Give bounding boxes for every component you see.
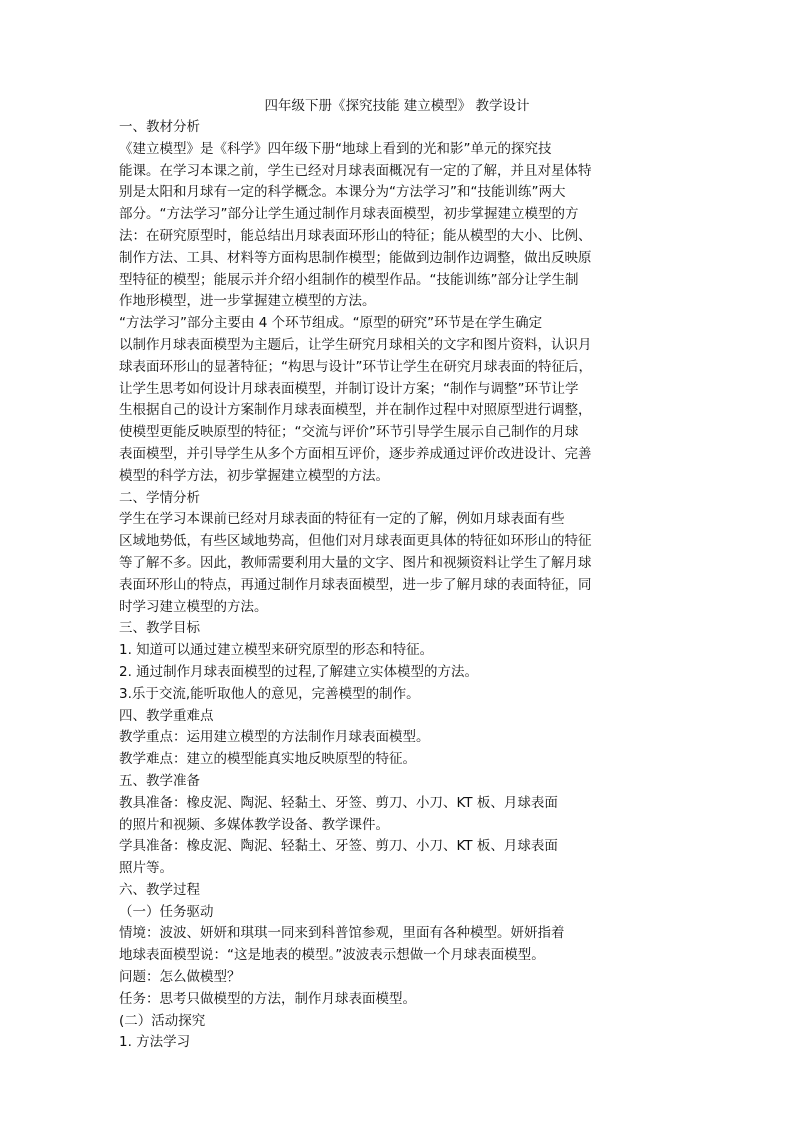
text-line: 一、教材分析 <box>119 119 200 135</box>
text-line: “方法学习”部分主要由 4 个环节组成。“原型的研究”环节是在学生确定 <box>119 315 543 332</box>
text-line: 时学习建立模型的方法。 <box>119 598 268 615</box>
text-line: 表面模型，并引导学生从多个方面相互评价，逐步养成通过评价改进设计、完善 <box>119 445 592 462</box>
text-line: 1. 知道可以通过建立模型来研究原型的形态和特征。 <box>119 642 434 659</box>
text-line: 任务：思考只做模型的方法，制作月球表面模型。 <box>119 990 416 1007</box>
text-line: 表面环形山的特点，再通过制作月球表面模型，进一步了解月球的表面特征，同 <box>119 576 592 593</box>
text-line: 部分。“方法学习”部分让学生通过制作月球表面模型，初步掌握建立模型的方 <box>119 206 579 223</box>
text-line: (二）活动探究 <box>119 1012 206 1029</box>
text-line: 区域地势低，有些区域地势高，但他们对月球表面更具体的特征如环形山的特征 <box>119 533 592 550</box>
text-line: （一）任务驱动 <box>119 903 214 920</box>
text-line: 二、学情分析 <box>119 489 200 506</box>
text-line: 模型的科学方法，初步掌握建立模型的方法。 <box>119 467 389 484</box>
text-line: 教学重点：运用建立模型的方法制作月球表面模型。 <box>119 729 430 746</box>
text-line: 地球表面模型说：“这是地表的模型。”波波表示想做一个月球表面模型。 <box>119 947 545 964</box>
text-line: 的照片和视频、多媒体教学设备、教学课件。 <box>119 816 389 833</box>
text-line: 学具准备：橡皮泥、陶泥、轻黏土、牙签、剪刀、小刀、KT 板、月球表面 <box>119 838 558 855</box>
text-line: 问题：怎么做模型？ <box>119 969 241 986</box>
text-line: 型特征的模型；能展示并介绍小组制作的模型作品。“技能训练”部分让学生制 <box>119 271 579 288</box>
text-line: 制作方法、工具、材料等方面构思制作模型；能做到边制作边调整，做出反映原 <box>119 249 592 266</box>
text-line: 教学难点：建立的模型能真实地反映原型的特征。 <box>119 751 416 768</box>
text-line: 2. 通过制作月球表面模型的过程,了解建立实体模型的方法。 <box>119 663 478 680</box>
text-line: 五、教学准备 <box>119 772 200 789</box>
text-line: 教具准备：橡皮泥、陶泥、轻黏土、牙签、剪刀、小刀、KT 板、月球表面 <box>119 794 558 811</box>
text-line: 生根据自己的设计方案制作月球表面模型，并在制作过程中对照原型进行调整， <box>119 402 592 419</box>
text-line: 法：在研究原型时，能总结出月球表面环形山的特征；能从模型的大小、比例、 <box>119 227 592 244</box>
text-line: 三、教学目标 <box>119 620 200 637</box>
document-title: 四年级下册《探究技能 建立模型》 教学设计 <box>264 98 530 114</box>
text-line: 让学生思考如何设计月球表面模型，并制订设计方案；“制作与调整”环节让学 <box>119 380 579 397</box>
text-line: 六、教学过程 <box>119 881 200 898</box>
text-line: 作地形模型，进一步掌握建立模型的方法。 <box>119 293 376 310</box>
text-line: 别是太阳和月球有一定的科学概念。本课分为“方法学习”和“技能训练”两大 <box>119 184 566 201</box>
text-line: 1. 方法学习 <box>119 1034 191 1051</box>
text-line: 能课。在学习本课之前，学生已经对月球表面概况有一定的了解，并且对星体特 <box>119 162 592 179</box>
document-body <box>119 117 679 1054</box>
text-line: 学生在学习本课前已经对月球表面的特征有一定的了解，例如月球表面有些 <box>119 511 565 528</box>
text-line: 球表面环形山的显著特征；“构思与设计”环节让学生在研究月球表面的特征后， <box>119 358 592 375</box>
text-line: 情境：波波、妍妍和琪琪一同来到科普馆参观，里面有各种模型。妍妍指着 <box>119 925 565 942</box>
text-line: 3.乐于交流,能听取他人的意见，完善模型的制作。 <box>119 685 420 702</box>
text-line: 使模型更能反映原型的特征；“交流与评价”环节引导学生展示自己制作的月球 <box>119 424 579 441</box>
text-line: 以制作月球表面模型为主题后，让学生研究月球相关的文字和图片资料，认识月 <box>119 336 592 353</box>
text-line: 等了解不多。因此，教师需要利用大量的文字、图片和视频资料让学生了解月球 <box>119 554 592 571</box>
text-line: 四、教学重难点 <box>119 707 214 724</box>
text-line: 照片等。 <box>119 860 173 877</box>
text-line: 《建立模型》是《科学》四年级下册“地球上看到的光和影”单元的探究技 <box>119 140 552 157</box>
